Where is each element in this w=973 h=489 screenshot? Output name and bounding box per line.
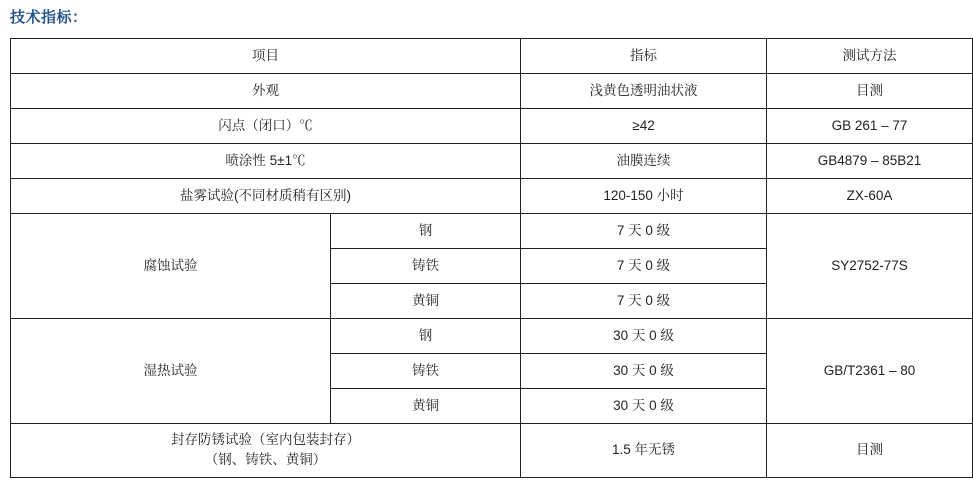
- row-item-storage: [11, 424, 521, 478]
- sub-item-name: 黄铜: [331, 389, 521, 424]
- sub-item-spec: 30 天 0 级: [521, 319, 767, 354]
- sub-item-name: 黄铜: [331, 284, 521, 319]
- row-method: 目测: [767, 424, 973, 478]
- page-title: 技术指标：: [10, 9, 88, 26]
- row-spec: 120-150 小时: [521, 179, 767, 214]
- sub-item-name: 钢: [331, 319, 521, 354]
- table-row: [11, 319, 973, 354]
- sub-item-name: 钢: [331, 214, 521, 249]
- row-method: ZX-60A: [767, 179, 973, 214]
- table-row: [11, 179, 973, 214]
- table-row: [11, 74, 973, 109]
- sub-item-spec: 7 天 0 级: [521, 249, 767, 284]
- row-method: GB 261 – 77: [767, 109, 973, 144]
- sub-item-name: 铸铁: [331, 249, 521, 284]
- sub-item-spec: 30 天 0 级: [521, 389, 767, 424]
- row-spec: 1.5 年无锈: [521, 424, 767, 478]
- row-spec: ≥42: [521, 109, 767, 144]
- group-label-humidity: 湿热试验: [11, 319, 331, 424]
- row-item: 盐雾试验(不同材质稍有区别): [11, 179, 521, 214]
- row-spec: 浅黄色透明油状液: [521, 74, 767, 109]
- table-row: [11, 424, 973, 478]
- sub-item-spec: 7 天 0 级: [521, 284, 767, 319]
- group-method-corrosion: SY2752-77S: [767, 214, 973, 319]
- row-method: 目测: [767, 74, 973, 109]
- table-row: [11, 144, 973, 179]
- header-spec: 指标: [521, 39, 767, 74]
- header-method: 测试方法: [767, 39, 973, 74]
- technical-spec-table: [10, 38, 973, 478]
- group-method-humidity: GB/T2361 – 80: [767, 319, 973, 424]
- row-item: 外观: [11, 74, 521, 109]
- sub-item-spec: 30 天 0 级: [521, 354, 767, 389]
- sub-item-spec: 7 天 0 级: [521, 214, 767, 249]
- row-item: 闪点（闭口）℃: [11, 109, 521, 144]
- row-item: 喷涂性 5±1℃: [11, 144, 521, 179]
- sub-item-name: 铸铁: [331, 354, 521, 389]
- storage-line-2: （钢、铸铁、黄铜）: [204, 452, 327, 468]
- row-spec: 油膜连续: [521, 144, 767, 179]
- table-row: [11, 109, 973, 144]
- header-item: 项目: [11, 39, 521, 74]
- storage-line-1: 封存防锈试验（室内包装封存）: [171, 432, 360, 447]
- table-header-row: [11, 39, 973, 74]
- table-row: [11, 214, 973, 249]
- row-method: GB4879 – 85B21: [767, 144, 973, 179]
- group-label-corrosion: 腐蚀试验: [11, 214, 331, 319]
